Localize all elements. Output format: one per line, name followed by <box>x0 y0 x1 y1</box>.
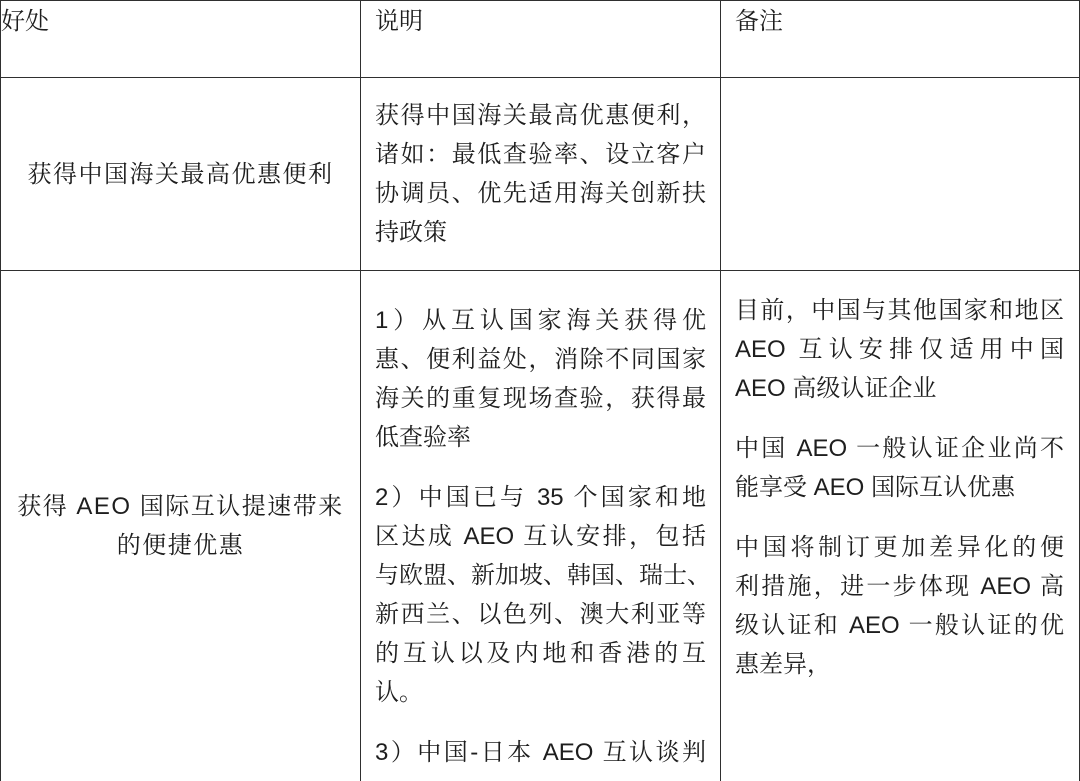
text-line: 协调员、优先适用海关创新扶 <box>375 180 706 207</box>
text-line: 级认证和 AEO 一般认证的优 <box>735 612 1064 639</box>
text-line: 3）中国-日本 AEO 互认谈判 <box>375 739 706 766</box>
table-row <box>0 270 1080 781</box>
text-line: AEO 高级认证企业 <box>735 375 937 402</box>
cell-description <box>360 270 720 781</box>
text-line: 认。 <box>375 679 423 706</box>
text-line: 新西兰、以色列、澳大利亚等 <box>375 601 706 628</box>
paragraph <box>375 733 706 772</box>
header-description <box>360 0 720 77</box>
header-benefit <box>0 0 360 77</box>
cell-benefit <box>0 77 360 270</box>
paragraph <box>375 96 706 252</box>
table-row <box>0 77 1080 270</box>
paragraph <box>375 301 706 457</box>
text-line: 的便捷优惠 <box>116 532 245 559</box>
header-label: 好处 <box>1 8 49 35</box>
cell-benefit <box>0 270 360 781</box>
text-line: 获得中国海关最高优惠便利， <box>375 102 706 129</box>
text-line: 海关的重复现场查验，获得最 <box>375 385 706 412</box>
text-line: 持政策 <box>375 219 447 246</box>
text-line: 获得中国海关最高优惠便利 <box>27 160 334 188</box>
text-line: 惠、便利益处，消除不同国家 <box>375 346 706 373</box>
table-header-row <box>0 0 1080 77</box>
text-line: 中国将制订更加差异化的便 <box>735 534 1064 561</box>
text-line: 目前，中国与其他国家和地区 <box>735 297 1064 324</box>
header-label: 说明 <box>375 8 423 35</box>
paragraph <box>735 429 1064 507</box>
text-line: 利措施，进一步体现 AEO 高 <box>735 573 1064 600</box>
text-line: 低查验率 <box>375 424 471 451</box>
cell-remarks <box>720 77 1080 270</box>
text-line: 区达成 AEO 互认安排，包括 <box>375 523 706 550</box>
text-line: 能享受 AEO 国际互认优惠 <box>735 474 1016 501</box>
text-line: 获得 AEO 国际互认提速带来 <box>17 493 344 520</box>
cell-description <box>360 77 720 270</box>
text-line: 惠差异， <box>735 651 831 678</box>
text-line: 1）从互认国家海关获得优 <box>375 307 706 334</box>
text-line: AEO 互认安排仅适用中国 <box>735 336 1064 363</box>
header-label: 备注 <box>735 8 783 35</box>
paragraph <box>375 478 711 712</box>
text-line: 与欧盟、新加坡、韩国、瑞士、 <box>375 562 711 589</box>
text-line: 中国 AEO 一般认证企业尚不 <box>735 435 1064 462</box>
text-line: 2）中国已与 35 个国家和地 <box>375 484 706 511</box>
paragraph <box>735 291 1064 408</box>
text-line: 诸如：最低查验率、设立客户 <box>375 141 706 168</box>
text-line: 的互认以及内地和香港的互 <box>375 640 706 667</box>
header-remarks <box>720 0 1080 77</box>
cell-remarks <box>720 270 1080 781</box>
paragraph <box>735 528 1064 684</box>
